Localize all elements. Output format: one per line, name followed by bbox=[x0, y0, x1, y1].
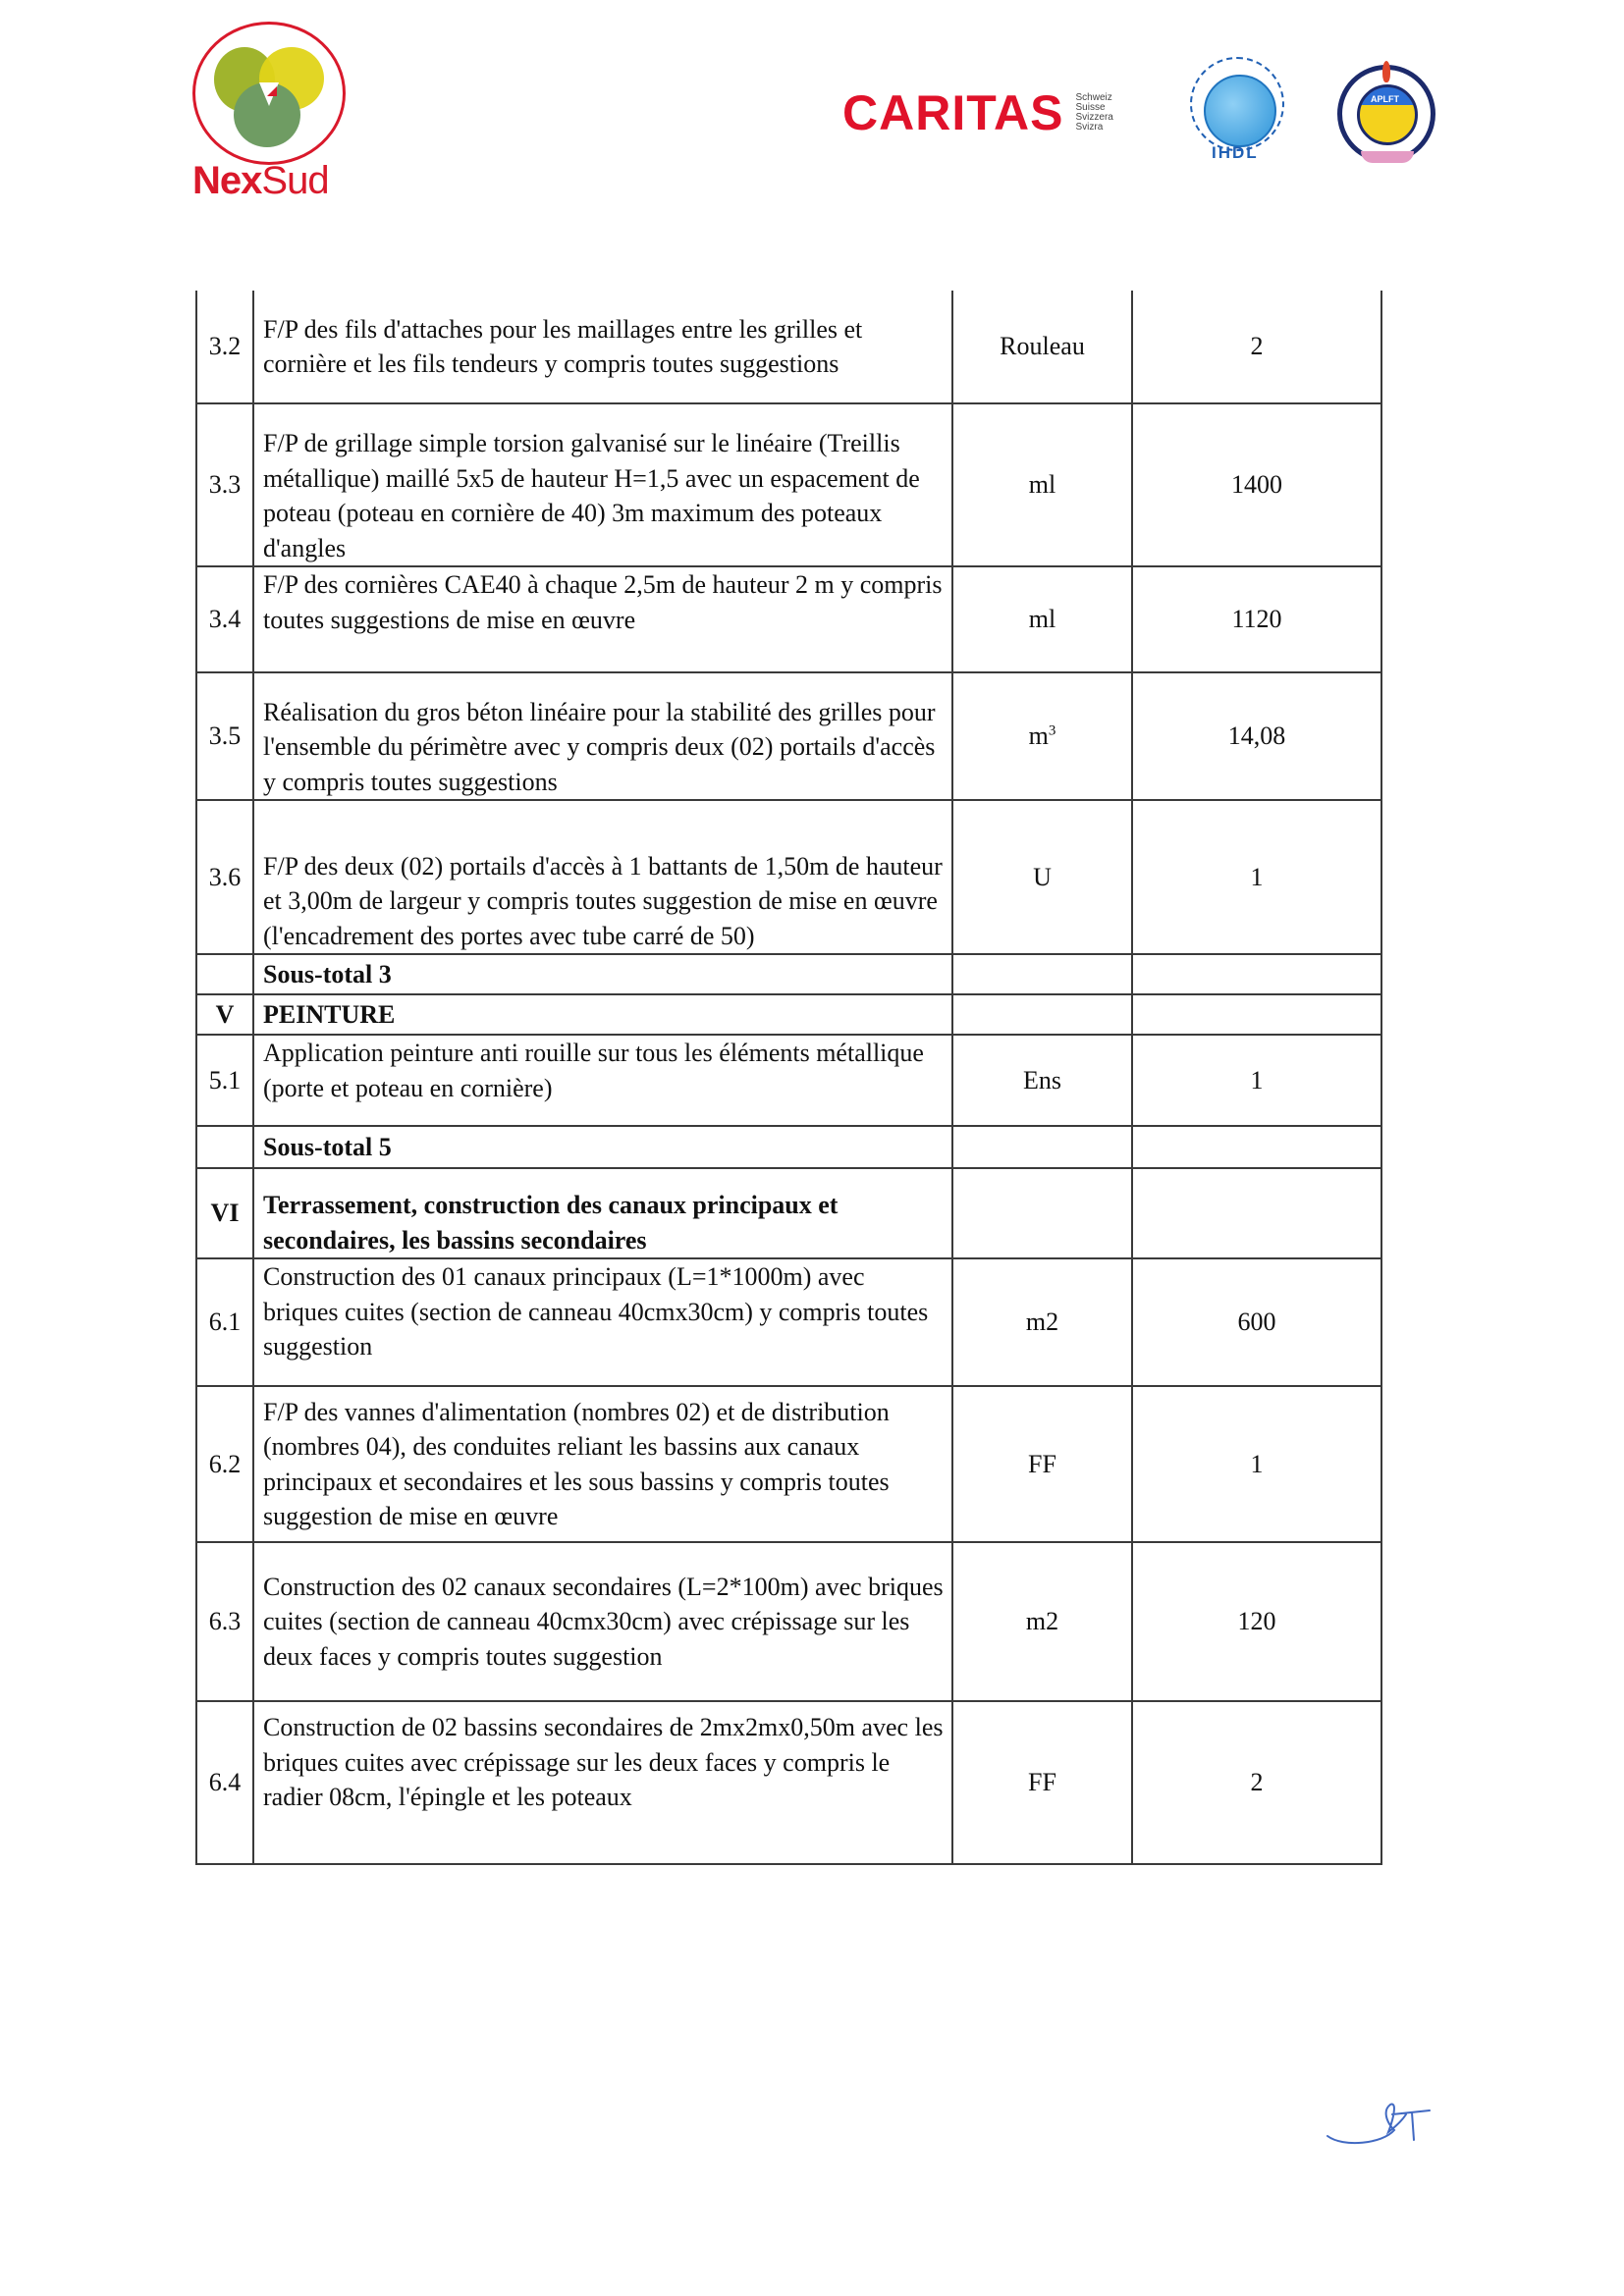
item-quantity bbox=[1132, 994, 1381, 1035]
section-number: V bbox=[196, 994, 253, 1035]
item-number: 3.4 bbox=[196, 566, 253, 672]
item-description: Réalisation du gros béton linéaire pour la stabilité des grilles pour l'ensemble du périmètre avec y compris deux (02) portails d'accès y compris toutes suggestions bbox=[253, 672, 952, 800]
item-number: 3.3 bbox=[196, 403, 253, 566]
item-quantity: 1 bbox=[1132, 1035, 1381, 1126]
item-number: 6.3 bbox=[196, 1542, 253, 1701]
aplft-banner-icon bbox=[1361, 151, 1414, 163]
quantity-table bbox=[195, 291, 1382, 1865]
signature-icon bbox=[1324, 2097, 1441, 2156]
table-row bbox=[196, 800, 1381, 954]
table-row bbox=[196, 291, 1381, 403]
flame-icon bbox=[1382, 61, 1390, 82]
item-quantity bbox=[1132, 1126, 1381, 1168]
table-row bbox=[196, 566, 1381, 672]
table-row bbox=[196, 1542, 1381, 1701]
subtotal-label: Sous-total 5 bbox=[253, 1126, 952, 1168]
item-description: Construction des 02 canaux secondaires (L=2*100m) avec briques cuites (section de canneau 40cmx30cm) avec crépissage sur les deux faces y compris toutes suggestion bbox=[253, 1542, 952, 1701]
item-description: F/P des vannes d'alimentation (nombres 02) et de distribution (nombres 04), des conduites reliant les bassins aux canaux principaux et secondaires et les sous bassins y compris toutes suggestion de mise en œuvre bbox=[253, 1386, 952, 1542]
item-unit bbox=[952, 954, 1132, 994]
nexsud-wordmark: NexSud bbox=[192, 159, 329, 202]
caritas-languages: Schweiz Suisse Svizzera Svizra bbox=[1075, 92, 1113, 133]
item-quantity: 2 bbox=[1132, 1701, 1381, 1864]
page-header bbox=[0, 0, 1624, 226]
item-unit: m2 bbox=[952, 1258, 1132, 1386]
item-unit: Ens bbox=[952, 1035, 1132, 1126]
item-number: 6.1 bbox=[196, 1258, 253, 1386]
aplft-logo bbox=[1333, 61, 1441, 169]
item-unit bbox=[952, 1126, 1132, 1168]
item-description: Construction des 01 canaux principaux (L=1*1000m) avec briques cuites (section de canneau 40cmx30cm) y compris toutes suggestion bbox=[253, 1258, 952, 1386]
item-quantity: 1 bbox=[1132, 1386, 1381, 1542]
item-number: 3.5 bbox=[196, 672, 253, 800]
item-description: F/P des cornières CAE40 à chaque 2,5m de hauteur 2 m y compris toutes suggestions de mise en œuvre bbox=[253, 566, 952, 672]
item-description: F/P des fils d'attaches pour les maillages entre les grilles et cornière et les fils tendeurs y compris toutes suggestions bbox=[253, 291, 952, 403]
item-quantity: 1400 bbox=[1132, 403, 1381, 566]
item-number: 6.4 bbox=[196, 1701, 253, 1864]
item-description: Construction de 02 bassins secondaires de 2mx2mx0,50m avec les briques cuites avec crépissage sur les deux faces y compris le radier 08cm, l'épingle et les poteaux bbox=[253, 1701, 952, 1864]
item-unit: Rouleau bbox=[952, 291, 1132, 403]
item-unit: FF bbox=[952, 1386, 1132, 1542]
subtotal-label: Sous-total 3 bbox=[253, 954, 952, 994]
item-quantity: 1120 bbox=[1132, 566, 1381, 672]
item-description: F/P des deux (02) portails d'accès à 1 battants de 1,50m de hauteur et 3,00m de largeur y compris toutes suggestion de mise en œuvre (l'encadrement des portes avec tube carré de 50) bbox=[253, 800, 952, 954]
item-unit: ml bbox=[952, 566, 1132, 672]
item-quantity: 120 bbox=[1132, 1542, 1381, 1701]
item-unit: $m^3$ bbox=[952, 672, 1132, 800]
subtotal-row bbox=[196, 1126, 1381, 1168]
section-title: Terrassement, construction des canaux principaux et secondaires, les bassins secondaires bbox=[253, 1168, 952, 1258]
caritas-wordmark: CARITAS bbox=[842, 85, 1064, 140]
item-quantity: 14,08 bbox=[1132, 672, 1381, 800]
item-description: Application peinture anti rouille sur tous les éléments métallique (porte et poteau en cornière) bbox=[253, 1035, 952, 1126]
item-number bbox=[196, 1126, 253, 1168]
item-quantity bbox=[1132, 1168, 1381, 1258]
section-header-row bbox=[196, 994, 1381, 1035]
item-quantity: 600 bbox=[1132, 1258, 1381, 1386]
ihdl-acronym: IHDL bbox=[1212, 143, 1259, 162]
item-unit: U bbox=[952, 800, 1132, 954]
table-row bbox=[196, 1701, 1381, 1864]
table-row bbox=[196, 403, 1381, 566]
item-unit bbox=[952, 994, 1132, 1035]
item-quantity: 2 bbox=[1132, 291, 1381, 403]
item-number: 6.2 bbox=[196, 1386, 253, 1542]
subtotal-row bbox=[196, 954, 1381, 994]
section-header-row bbox=[196, 1168, 1381, 1258]
aplft-acronym: APLFT bbox=[1371, 94, 1399, 104]
table-row bbox=[196, 1258, 1381, 1386]
item-number: 3.6 bbox=[196, 800, 253, 954]
item-unit: m2 bbox=[952, 1542, 1132, 1701]
item-unit bbox=[952, 1168, 1132, 1258]
caritas-logo bbox=[842, 84, 1113, 141]
item-number bbox=[196, 954, 253, 994]
item-number: 3.2 bbox=[196, 291, 253, 403]
table-row bbox=[196, 1386, 1381, 1542]
item-number: 5.1 bbox=[196, 1035, 253, 1126]
item-description: F/P de grillage simple torsion galvanisé sur le linéaire (Treillis métallique) maillé 5x5 de hauteur H=1,5 avec un espacement de poteau (poteau en cornière de 40) 3m maximum des poteaux d'angles bbox=[253, 403, 952, 566]
globe-icon bbox=[1204, 75, 1276, 147]
item-quantity bbox=[1132, 954, 1381, 994]
ihdl-logo bbox=[1190, 57, 1284, 165]
item-unit: ml bbox=[952, 403, 1132, 566]
section-number: VI bbox=[196, 1168, 253, 1258]
item-quantity: 1 bbox=[1132, 800, 1381, 954]
item-unit: FF bbox=[952, 1701, 1132, 1864]
nexsud-logo bbox=[192, 20, 350, 208]
table-row bbox=[196, 1035, 1381, 1126]
section-title: PEINTURE bbox=[253, 994, 952, 1035]
table-row bbox=[196, 672, 1381, 800]
